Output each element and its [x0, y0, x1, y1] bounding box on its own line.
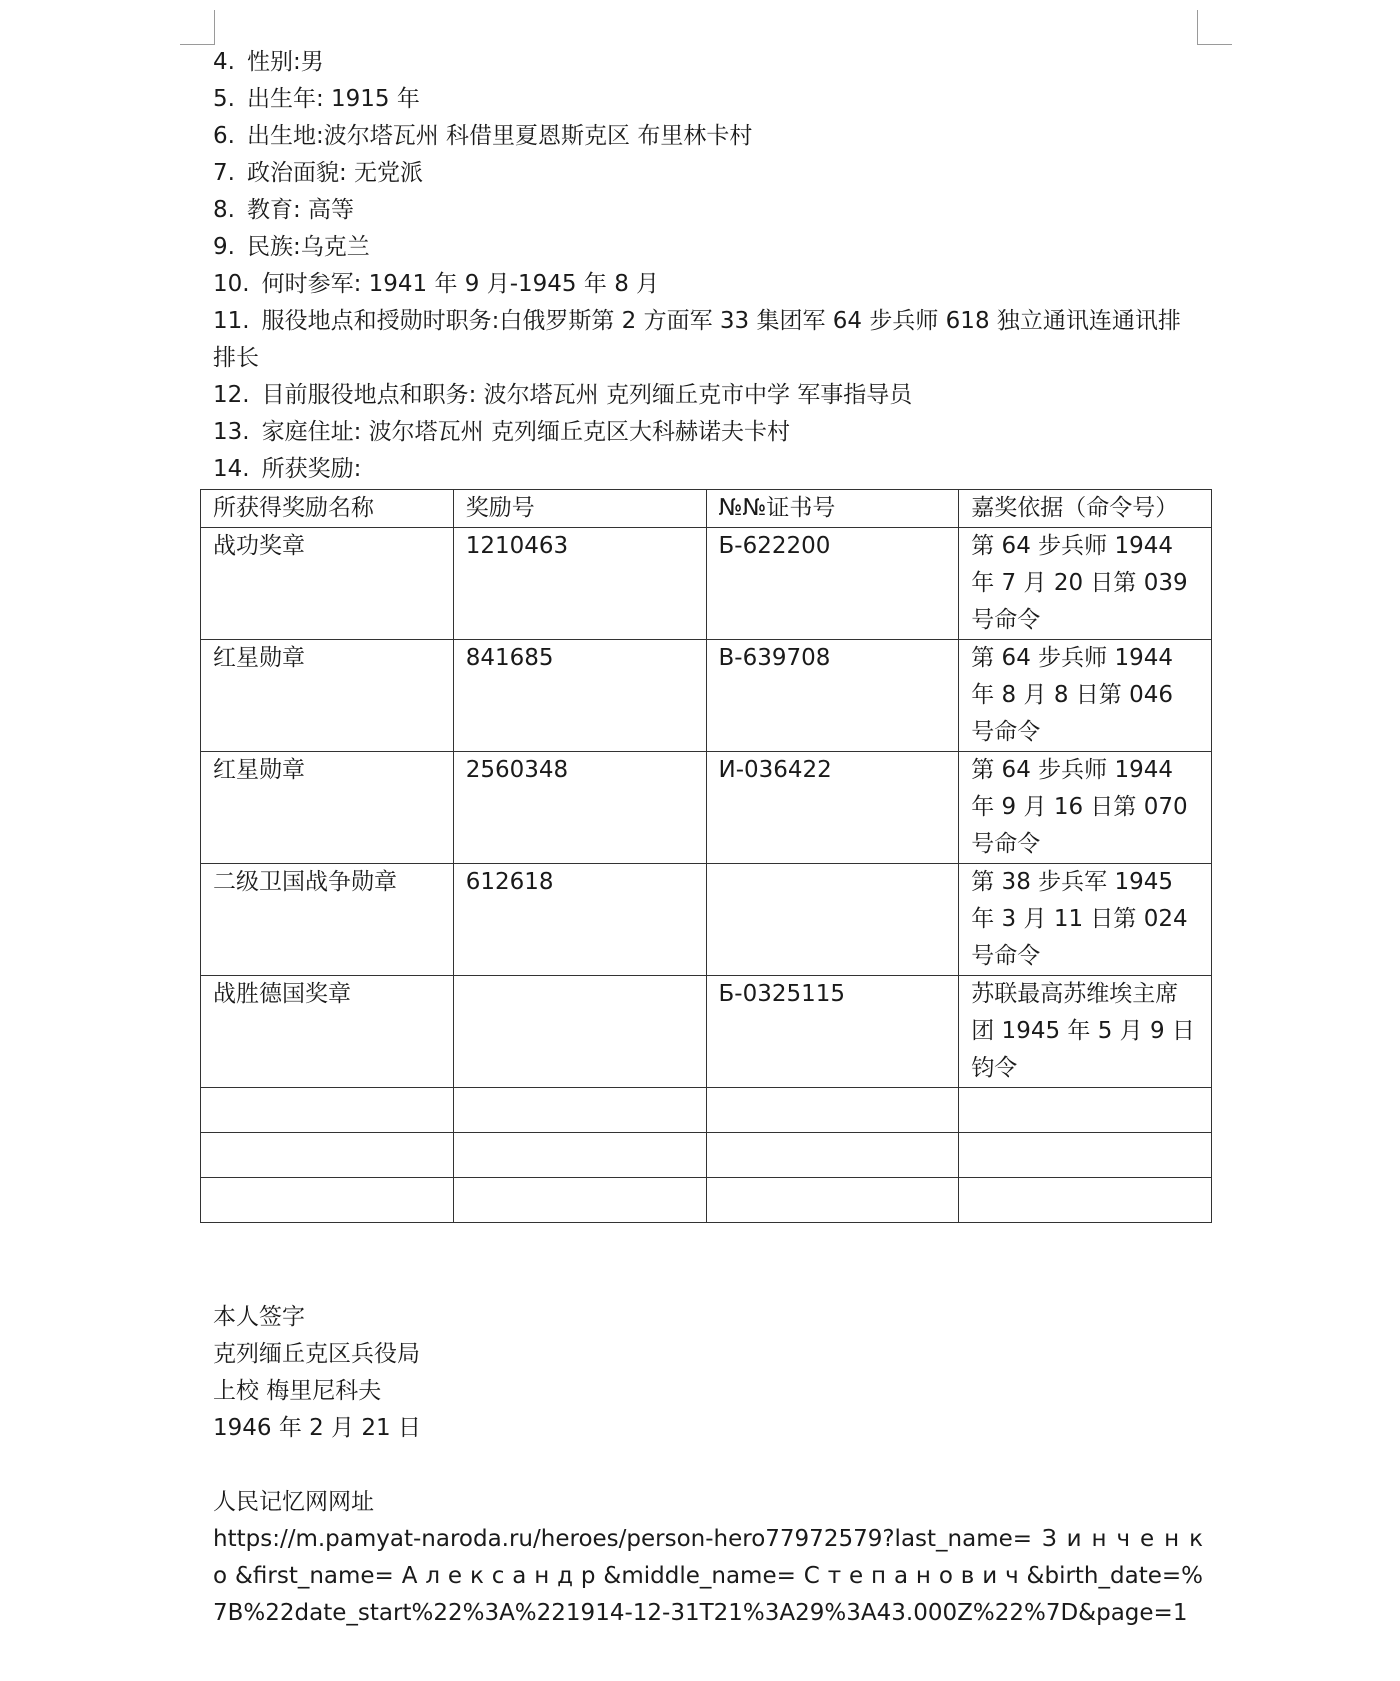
- item-text: 教育: 高等: [246, 197, 355, 223]
- cell-empty: [706, 1088, 959, 1133]
- table-row: [201, 528, 1212, 640]
- cell-award-name: 红星勋章: [201, 640, 454, 752]
- cell-award-number: 841685: [453, 640, 706, 752]
- cell-award-basis: 第 64 步兵师 1944 年 9 月 16 日第 070 号命令: [959, 752, 1212, 864]
- item-text: 目前服役地点和职务: 波尔塔瓦州 克列缅丘克市中学 军事指导员: [261, 382, 913, 408]
- item-text: 政治面貌: 无党派: [246, 160, 424, 186]
- field-service-period: [213, 266, 1203, 303]
- cell-empty: [201, 1133, 454, 1178]
- cell-award-number: 1210463: [453, 528, 706, 640]
- cell-certificate-number: Б-0325115: [706, 976, 959, 1088]
- awards-table: [200, 489, 1212, 1223]
- cell-empty: [201, 1178, 454, 1223]
- item-number: 10.: [213, 271, 250, 297]
- page-corner-mark-right: [1197, 10, 1232, 45]
- table-row: [201, 640, 1212, 752]
- item-text: 所获奖励:: [261, 456, 362, 482]
- cell-certificate-number: Б-622200: [706, 528, 959, 640]
- cell-empty: [959, 1088, 1212, 1133]
- field-current-post: [213, 377, 1203, 414]
- page-corner-mark-left: [180, 10, 215, 45]
- cell-empty: [201, 1088, 454, 1133]
- cell-empty: [706, 1133, 959, 1178]
- cell-award-basis: 苏联最高苏维埃主席团 1945 年 5 月 9 日钧令: [959, 976, 1212, 1088]
- source-url[interactable]: https://m.pamyat-naroda.ru/heroes/person-hero77972579?last_name= З и н ч е н к о &first_name= А л е к с а н д р &middle_name= С т е п а н о в и ч &birth_date=%7B%22date_start%22%3A%221914-12-31T21%3A29%3A43.000Z%22%7D&page=1: [213, 1526, 1203, 1626]
- signature-date: 1946 年 2 月 21 日: [213, 1415, 421, 1441]
- item-number: 8.: [213, 197, 235, 223]
- item-number: 13.: [213, 419, 250, 445]
- item-text: 民族:乌克兰: [246, 234, 370, 260]
- field-birthplace: [213, 118, 1203, 155]
- cell-certificate-number: [706, 864, 959, 976]
- cell-empty: [706, 1178, 959, 1223]
- item-number: 5.: [213, 86, 235, 112]
- field-awards-heading: [213, 451, 1203, 488]
- table-row-empty: [201, 1178, 1212, 1223]
- document-body: [213, 44, 1203, 488]
- signature-label: 本人签字: [213, 1304, 305, 1330]
- item-number: 7.: [213, 160, 235, 186]
- cell-empty: [453, 1088, 706, 1133]
- cell-award-number: 612618: [453, 864, 706, 976]
- item-text: 家庭住址: 波尔塔瓦州 克列缅丘克区大科赫诺夫卡村: [261, 419, 790, 445]
- cell-award-name: 二级卫国战争勋章: [201, 864, 454, 976]
- spacer: [213, 1447, 1203, 1484]
- cell-award-name: 战胜德国奖章: [201, 976, 454, 1088]
- header-award-number: 奖励号: [453, 490, 706, 528]
- cell-empty: [453, 1178, 706, 1223]
- item-text: 出生年: 1915 年: [246, 86, 420, 112]
- item-text: 服役地点和授勋时职务:白俄罗斯第 2 方面军 33 集团军 64 步兵师 618 独立通讯连通讯排排长: [213, 308, 1181, 371]
- cell-award-basis: 第 64 步兵师 1944 年 8 月 8 日第 046 号命令: [959, 640, 1212, 752]
- field-education: [213, 192, 1203, 229]
- item-number: 4.: [213, 49, 235, 75]
- cell-award-name: 红星勋章: [201, 752, 454, 864]
- cell-empty: [959, 1133, 1212, 1178]
- cell-certificate-number: И-036422: [706, 752, 959, 864]
- field-ethnicity: [213, 229, 1203, 266]
- signature-office: 克列缅丘克区兵役局: [213, 1341, 420, 1367]
- table-row-empty: [201, 1133, 1212, 1178]
- cell-award-basis: 第 64 步兵师 1944 年 7 月 20 日第 039 号命令: [959, 528, 1212, 640]
- cell-award-number: [453, 976, 706, 1088]
- cell-empty: [959, 1178, 1212, 1223]
- item-text: 何时参军: 1941 年 9 月-1945 年 8 月: [261, 271, 660, 297]
- item-number: 12.: [213, 382, 250, 408]
- item-number: 14.: [213, 456, 250, 482]
- field-political-status: [213, 155, 1203, 192]
- cell-certificate-number: В-639708: [706, 640, 959, 752]
- item-text: 出生地:波尔塔瓦州 科借里夏恩斯克区 布里林卡村: [246, 123, 753, 149]
- source-label: 人民记忆网网址: [213, 1489, 374, 1515]
- signature-officer: 上校 梅里尼科夫: [213, 1378, 382, 1404]
- item-number: 6.: [213, 123, 235, 149]
- cell-award-name: 战功奖章: [201, 528, 454, 640]
- table-row: [201, 976, 1212, 1088]
- cell-award-basis: 第 38 步兵军 1945 年 3 月 11 日第 024 号命令: [959, 864, 1212, 976]
- field-gender: [213, 44, 1203, 81]
- table-header-row: [201, 490, 1212, 528]
- table-row: [201, 864, 1212, 976]
- item-number: 11.: [213, 308, 250, 334]
- header-award-basis: 嘉奖依据（命令号）: [959, 490, 1212, 528]
- header-award-name: 所获得奖励名称: [201, 490, 454, 528]
- header-certificate-number: №№证书号: [706, 490, 959, 528]
- field-birth-year: [213, 81, 1203, 118]
- cell-award-number: 2560348: [453, 752, 706, 864]
- field-service-unit: [213, 303, 1203, 377]
- field-home-address: [213, 414, 1203, 451]
- item-number: 9.: [213, 234, 235, 260]
- table-row-empty: [201, 1088, 1212, 1133]
- signature-block: [213, 1299, 1203, 1632]
- table-row: [201, 752, 1212, 864]
- cell-empty: [453, 1133, 706, 1178]
- item-text: 性别:男: [246, 49, 324, 75]
